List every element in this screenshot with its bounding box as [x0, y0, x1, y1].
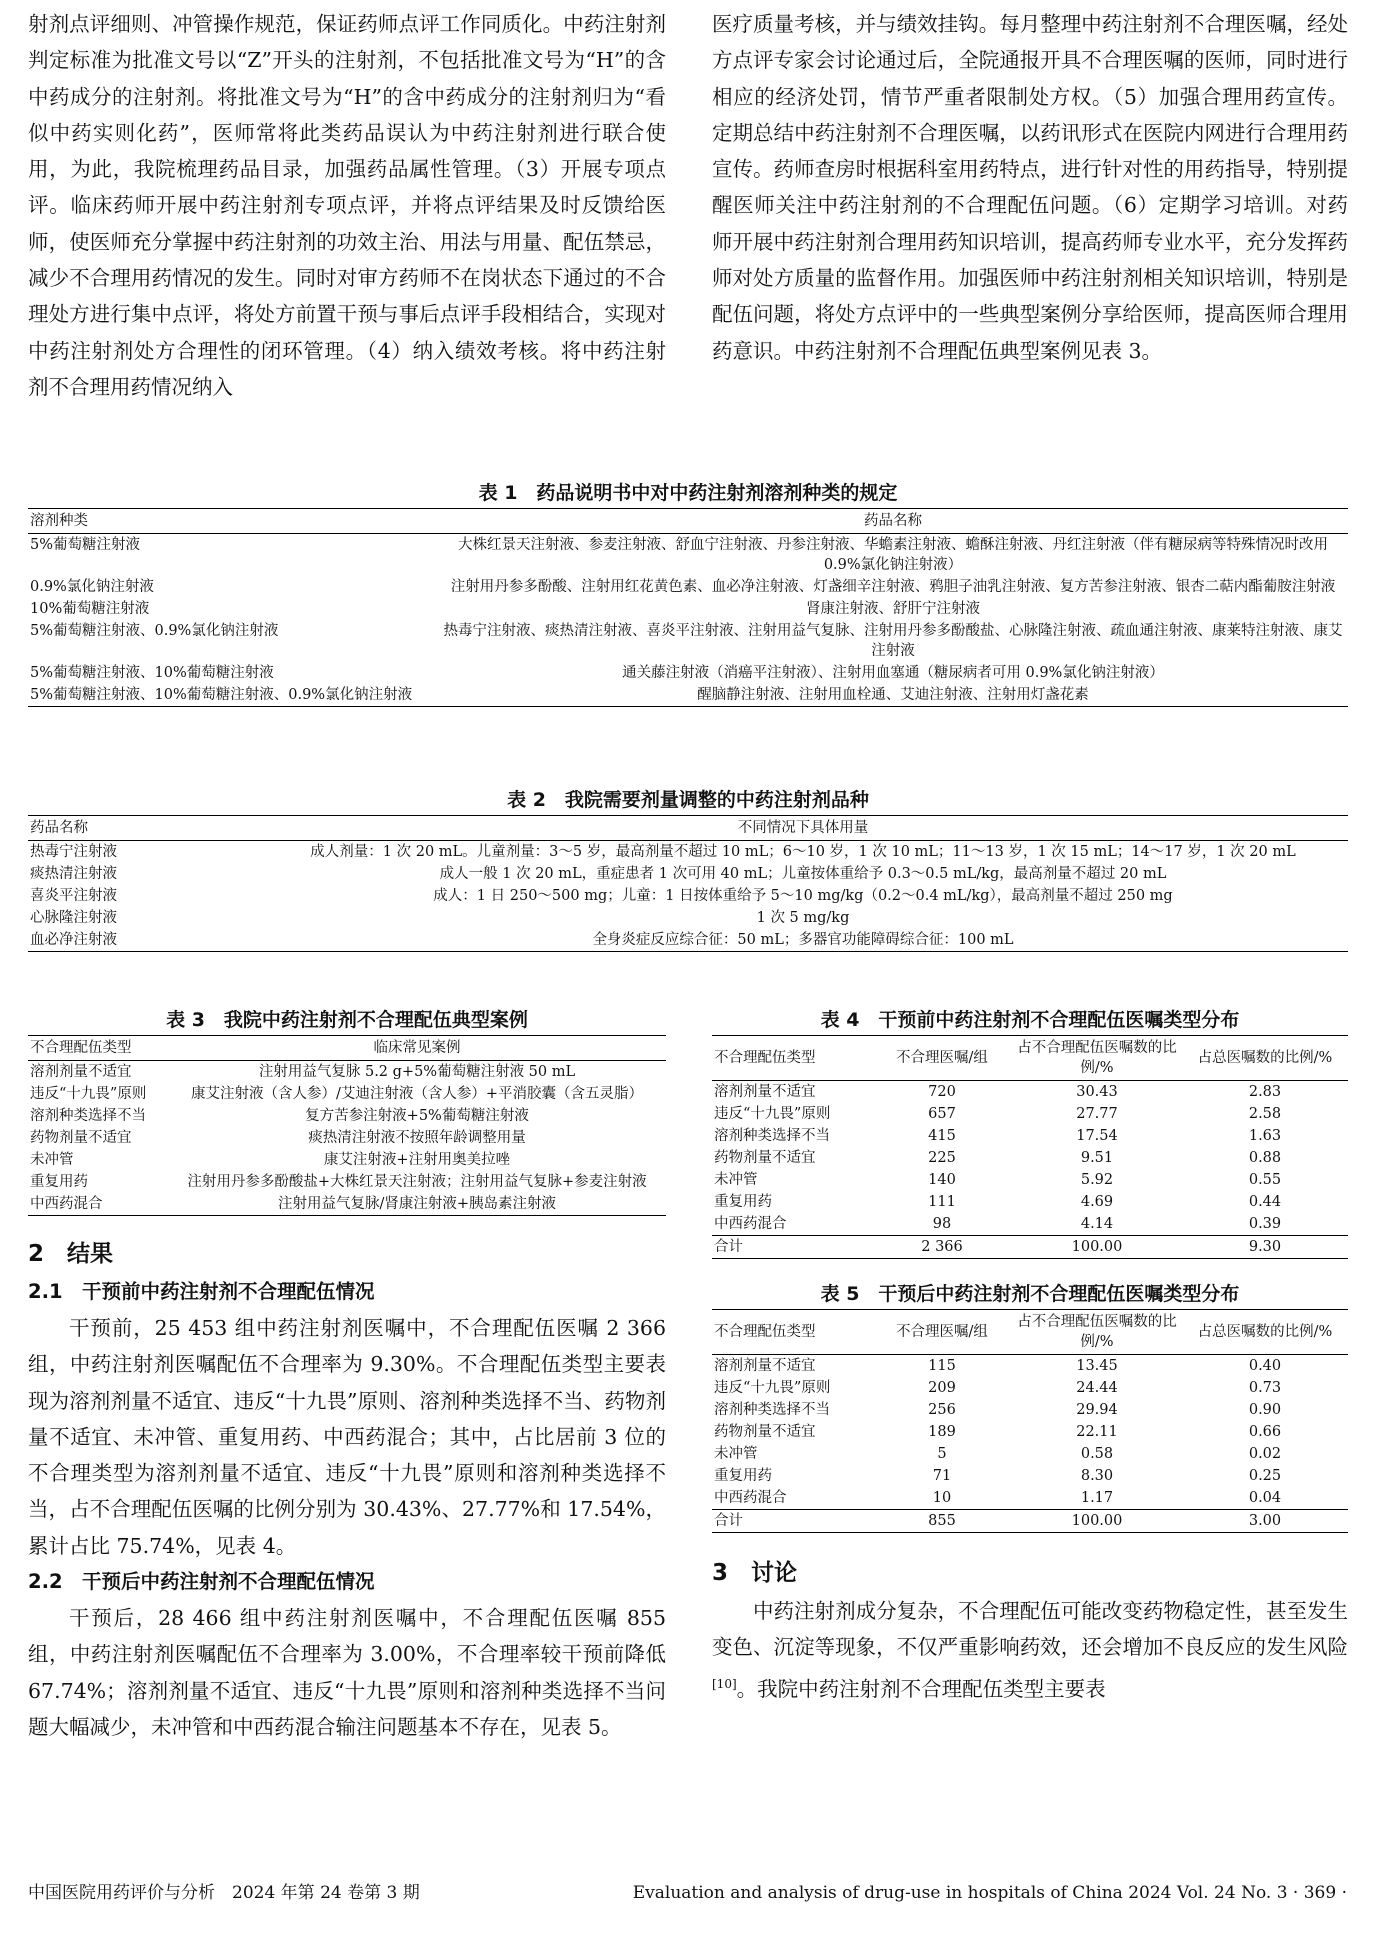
table-row: [712, 1103, 1348, 1125]
table-cell: 2 366: [872, 1236, 1012, 1259]
table-cell: 3.00: [1182, 1510, 1348, 1533]
table-cell: 5%葡萄糖注射液: [30, 537, 141, 553]
table-cell: 5: [937, 1446, 947, 1462]
table-cell: 0.58: [1080, 1446, 1114, 1462]
lower-right-column: [712, 1005, 1348, 1707]
table-row: [712, 1125, 1348, 1147]
table-cell: 血必净注射液: [30, 932, 117, 948]
table-cell: 中西药混合: [30, 1196, 103, 1212]
table-cell: 5%葡萄糖注射液、0.9%氯化钠注射液: [30, 623, 279, 639]
table-cell: 溶剂剂量不适宜: [714, 1358, 816, 1374]
table-cell: 心脉隆注射液: [30, 910, 117, 926]
table2: [28, 815, 1348, 952]
table5-header: 不合理配伍类型: [712, 1310, 872, 1355]
table-row: [28, 684, 1348, 707]
table-cell: 注射用益气复脉/肾康注射液+胰岛素注射液: [277, 1196, 557, 1212]
table-cell: 256: [928, 1402, 956, 1418]
table-cell: 415: [928, 1128, 956, 1144]
table2-header: 不同情况下具体用量: [258, 816, 1348, 841]
table-row: [28, 1061, 666, 1084]
table-cell: 225: [928, 1150, 956, 1166]
table-row: [28, 1083, 666, 1105]
table-cell: 康艾注射液（含人参）/艾迪注射液（含人参）+平消胶囊（含五灵脂）: [190, 1086, 644, 1102]
table-cell: 喜炎平注射液: [30, 888, 117, 904]
table-cell: 违反“十九畏”原则: [714, 1380, 831, 1396]
table-row: [28, 885, 1348, 907]
table-cell: 0.9%氯化钠注射液: [30, 579, 154, 595]
table-cell: 0.40: [1248, 1358, 1282, 1374]
table-row: [28, 576, 1348, 598]
table-row: [28, 662, 1348, 684]
table5-header: 不合理医嘱/组: [872, 1310, 1012, 1355]
table1-header: 药品名称: [438, 509, 1348, 534]
table-cell: 溶剂种类选择不当: [714, 1128, 830, 1144]
table-cell: 成人剂量：1 次 20 mL。儿童剂量：3～5 岁，最高剂量不超过 10 mL；6～10 岁，1 次 10 mL；11～13 岁，1 次 15 mL；14～17 岁，1 次 20 mL: [310, 844, 1296, 860]
table-cell: 1.17: [1080, 1490, 1114, 1506]
table-cell: 中西药混合: [714, 1490, 787, 1506]
table-cell: 注射用丹参多酚酸盐+大株红景天注射液；注射用益气复脉+参麦注射液: [187, 1174, 647, 1190]
table-row: [712, 1169, 1348, 1191]
table-row: [28, 598, 1348, 620]
table-cell: 855: [872, 1510, 1012, 1533]
table-row: [28, 1171, 666, 1193]
table-cell: 209: [928, 1380, 956, 1396]
section2-2-heading: 2.2 干预后中药注射剂不合理配伍情况: [28, 1570, 375, 1594]
table-row: [712, 1487, 1348, 1510]
section3-heading: 3 讨论: [712, 1560, 798, 1586]
table-cell: 10%葡萄糖注射液: [30, 601, 150, 617]
table-cell: 5%葡萄糖注射液、10%葡萄糖注射液、0.9%氯化钠注射液: [30, 687, 413, 703]
table-cell: 22.11: [1076, 1424, 1118, 1440]
table3-header: 不合理配伍类型: [28, 1036, 168, 1061]
table-row: [28, 1105, 666, 1127]
table-cell: 重复用药: [714, 1468, 772, 1484]
table-cell: 0.39: [1248, 1216, 1282, 1232]
table-cell: 189: [928, 1424, 956, 1440]
table-cell: 醒脑静注射液、注射用血栓通、艾迪注射液、注射用灯盏花素: [697, 687, 1089, 703]
table-cell: 重复用药: [714, 1194, 772, 1210]
table4-header: 占总医嘱数的比例/%: [1182, 1036, 1348, 1081]
table-cell: 140: [928, 1172, 956, 1188]
table-row: [28, 907, 1348, 929]
table-cell: 2.83: [1248, 1084, 1282, 1100]
table-cell: 720: [928, 1084, 956, 1100]
table-cell: 药物剂量不适宜: [30, 1130, 132, 1146]
section2-heading: 2 结果: [28, 1241, 114, 1267]
section2-1-text: 干预前，25 453 组中药注射剂医嘱中，不合理配伍医嘱 2 366 组，中药注射剂医嘱配伍不合理率为 9.30%。不合理配伍类型主要表现为溶剂剂量不适宜、违反“十九畏”原则、溶剂种类选择不当、药物剂量不适宜、未冲管、重复用药、中西药混合；其中，占比居前 3 位的不合理类型为溶剂剂量不适宜、违反“十九畏”原则和溶剂种类选择不当，占不合理配伍医嘱的比例分别为 30.43%、27.77%和 17.54%，累计占比 75.74%，见表 4。: [28, 1316, 666, 1558]
footer-left: 中国医院用药评价与分析 2024 年第 24 卷第 3 期: [28, 1883, 420, 1903]
table-cell: 0.04: [1248, 1490, 1282, 1506]
table-cell: 违反“十九畏”原则: [714, 1106, 831, 1122]
table-cell: 溶剂种类选择不当: [30, 1108, 146, 1124]
table4: [712, 1035, 1348, 1259]
table-row: [712, 1377, 1348, 1399]
table-cell: 657: [928, 1106, 956, 1122]
table-row: [28, 863, 1348, 885]
table-cell: 全身炎症反应综合征：50 mL；多器官功能障碍综合征：100 mL: [592, 932, 1014, 948]
table4-header: 不合理配伍类型: [712, 1036, 872, 1081]
table4-header: 不合理医嘱/组: [872, 1036, 1012, 1081]
section3-text-main: 中药注射剂成分复杂，不合理配伍可能改变药物稳定性，甚至发生变色、沉淀等现象，不仅严重影响药效，还会增加不良反应的发生风险: [712, 1599, 1348, 1660]
section2-2-text: 干预后，28 466 组中药注射剂医嘱中，不合理配伍医嘱 855 组，中药注射剂医嘱配伍不合理率为 3.00%，不合理率较干预前降低 67.74%；溶剂剂量不适宜、违反“十九畏”原则和溶剂种类选择不当问题大幅减少，未冲管和中西药混合输注问题基本不存在，见表 5。: [28, 1606, 666, 1739]
table-row: [712, 1421, 1348, 1443]
table-cell: 1 次 5 mg/kg: [756, 910, 850, 926]
reference-mark: [10]: [712, 1676, 737, 1691]
table5: [712, 1309, 1348, 1533]
table5-header: 占总医嘱数的比例/%: [1182, 1310, 1348, 1355]
table-cell: 5%葡萄糖注射液、10%葡萄糖注射液: [30, 665, 274, 681]
table-cell: 溶剂剂量不适宜: [714, 1084, 816, 1100]
table-row: [28, 534, 1348, 577]
table1: [28, 508, 1348, 707]
section3-text: [712, 1593, 1348, 1707]
table2-block: [28, 785, 1348, 952]
table-cell: 24.44: [1076, 1380, 1118, 1396]
table-cell: 0.02: [1248, 1446, 1282, 1462]
top-right-column: [712, 6, 1348, 369]
table-cell: 71: [932, 1468, 952, 1484]
table2-title: 表 2 我院需要剂量调整的中药注射剂品种: [507, 789, 869, 811]
footer-right: Evaluation and analysis of drug-use in hospitals of China 2024 Vol. 24 No. 3 · 369 ·: [632, 1883, 1347, 1903]
table-cell: 违反“十九畏”原则: [30, 1086, 147, 1102]
table-cell: 大株红景天注射液、参麦注射液、舒血宁注射液、丹参注射液、华蟾素注射液、蟾酥注射液、丹红注射液（伴有糖尿病等特殊情况时改用 0.9%氯化钠注射液）: [458, 537, 1328, 573]
table-cell: 未冲管: [30, 1152, 74, 1168]
table-cell: 111: [928, 1194, 956, 1210]
table-cell: 1.63: [1248, 1128, 1282, 1144]
table-cell: 成人：1 日 250～500 mg；儿童：1 日按体重给予 5～10 mg/kg（0.2～0.4 mL/kg），最高剂量不超过 250 mg: [433, 888, 1173, 904]
table-cell: 热毒宁注射液、痰热清注射液、喜炎平注射液、注射用益气复脉、注射用丹参多酚酸盐、心脉隆注射液、疏血通注射液、康莱特注射液、康艾注射液: [443, 623, 1343, 659]
table1-title: 表 1 药品说明书中对中药注射剂溶剂种类的规定: [478, 482, 898, 504]
table-row: [28, 929, 1348, 952]
table-row: [712, 1213, 1348, 1236]
table-cell: 0.25: [1248, 1468, 1282, 1484]
table-row: [712, 1355, 1348, 1378]
table-cell: 重复用药: [30, 1174, 88, 1190]
table-row: [712, 1081, 1348, 1104]
table-cell: 10: [932, 1490, 952, 1506]
table-cell: 0.88: [1248, 1150, 1282, 1166]
table-cell: 27.77: [1076, 1106, 1118, 1122]
table-cell: 9.51: [1080, 1150, 1114, 1166]
table2-header: 药品名称: [28, 816, 258, 841]
table-cell: 8.30: [1080, 1468, 1114, 1484]
table-cell: 0.90: [1248, 1402, 1282, 1418]
table-cell: 17.54: [1076, 1128, 1118, 1144]
body-paragraph: 射剂点评细则、冲管操作规范，保证药师点评工作同质化。中药注射剂判定标准为批准文号以“Z”开头的注射剂，不包括批准文号为“H”的含中药成分的注射剂。将批准文号为“H”的含中药成分的注射剂归为“看似中药实则化药”，医师常将此类药品误认为中药注射剂进行联合使用，为此，我院梳理药品目录，加强药品属性管理。（3）开展专项点评。临床药师开展中药注射剂专项点评，并将点评结果及时反馈给医师，使医师充分掌握中药注射剂的功效主治、用法与用量、配伍禁忌，减少不合理用药情况的发生。同时对审方药师不在岗状态下通过的不合理处方进行集中点评，将处方前置干预与事后点评手段相结合，实现对中药注射剂处方合理性的闭环管理。（4）纳入绩效考核。将中药注射剂不合理用药情况纳入: [28, 12, 666, 399]
table-cell: 9.30: [1182, 1236, 1348, 1259]
table-row: [712, 1465, 1348, 1487]
table-cell: 未冲管: [714, 1172, 758, 1188]
table3: [28, 1035, 666, 1216]
table-cell: 成人一般 1 次 20 mL，重症患者 1 次可用 40 mL；儿童按体重给予 0.3～0.5 mL/kg，最高剂量不超过 20 mL: [439, 866, 1167, 882]
table3-header: 临床常见案例: [168, 1036, 666, 1061]
section2-1-heading: 2.1 干预前中药注射剂不合理配伍情况: [28, 1280, 375, 1303]
table-row: [712, 1147, 1348, 1169]
table5-title: 表 5 干预后中药注射剂不合理配伍医嘱类型分布: [820, 1283, 1240, 1305]
table-cell: 合计: [712, 1510, 872, 1533]
table-row: [28, 620, 1348, 662]
table-cell: 康艾注射液+注射用奥美拉唑: [323, 1152, 511, 1168]
table-row: [28, 1127, 666, 1149]
table-cell: 4.69: [1080, 1194, 1114, 1210]
table-cell: 药物剂量不适宜: [714, 1150, 816, 1166]
table-cell: 30.43: [1076, 1084, 1118, 1100]
table-cell: 2.58: [1248, 1106, 1282, 1122]
table-row: [712, 1191, 1348, 1213]
body-paragraph: 医疗质量考核，并与绩效挂钩。每月整理中药注射剂不合理医嘱，经处方点评专家会讨论通过后，全院通报开具不合理医嘱的医师，同时进行相应的经济处罚，情节严重者限制处方权。（5）加强合理用药宣传。定期总结中药注射剂不合理医嘱，以药讯形式在医院内网进行合理用药宣传。药师查房时根据科室用药特点，进行针对性的用药指导，特别提醒医师关注中药注射剂的不合理配伍问题。（6）定期学习培训。对药师开展中药注射剂合理用药知识培训，提高药师专业水平，充分发挥药师对处方质量的监督作用。加强医师中药注射剂相关知识培训，特别是配伍问题，将处方点评中的一些典型案例分享给医师，提高医师合理用药意识。中药注射剂不合理配伍典型案例见表 3。: [712, 12, 1348, 363]
table-cell: 通关藤注射液（消癌平注射液）、注射用血塞通（糖尿病者可用 0.9%氯化钠注射液）: [622, 665, 1164, 681]
section3-text-tail: 。我院中药注射剂不合理配伍类型主要表: [736, 1676, 1106, 1701]
table4-title: 表 4 干预前中药注射剂不合理配伍医嘱类型分布: [820, 1009, 1240, 1031]
table-cell: 5.92: [1080, 1172, 1114, 1188]
table3-title: 表 3 我院中药注射剂不合理配伍典型案例: [166, 1009, 528, 1031]
table-cell: 0.66: [1248, 1424, 1282, 1440]
lower-left-column: [28, 1005, 666, 1745]
table-row: [712, 1443, 1348, 1465]
table-cell: 中西药混合: [714, 1216, 787, 1232]
table-total-row: [712, 1236, 1348, 1259]
table-cell: 98: [932, 1216, 952, 1232]
table5-header: 占不合理配伍医嘱数的比例/%: [1012, 1310, 1182, 1355]
table-cell: 0.73: [1248, 1380, 1282, 1396]
table-cell: 热毒宁注射液: [30, 844, 117, 860]
table-cell: 注射用益气复脉 5.2 g+5%葡萄糖注射液 50 mL: [258, 1064, 576, 1080]
table1-header: 溶剂种类: [28, 509, 438, 534]
table-cell: 29.94: [1076, 1402, 1118, 1418]
table-row: [28, 1193, 666, 1216]
table-cell: 0.44: [1248, 1194, 1282, 1210]
table-row: [28, 841, 1348, 864]
table-cell: 痰热清注射液不按照年龄调整用量: [308, 1130, 526, 1146]
table-cell: 未冲管: [714, 1446, 758, 1462]
table-cell: 复方苦参注射液+5%葡萄糖注射液: [305, 1108, 529, 1124]
table-cell: 100.00: [1012, 1236, 1182, 1259]
table-cell: 药物剂量不适宜: [714, 1424, 816, 1440]
top-left-column: [28, 6, 666, 405]
table-total-row: [712, 1510, 1348, 1533]
table-cell: 痰热清注射液: [30, 866, 117, 882]
table-row: [28, 1149, 666, 1171]
table-cell: 肾康注射液、舒肝宁注射液: [806, 601, 980, 617]
table-cell: 13.45: [1076, 1358, 1118, 1374]
table4-header: 占不合理配伍医嘱数的比例/%: [1012, 1036, 1182, 1081]
table-cell: 溶剂剂量不适宜: [30, 1064, 132, 1080]
table-cell: 注射用丹参多酚酸、注射用红花黄色素、血必净注射液、灯盏细辛注射液、鸦胆子油乳注射液、复方苦参注射液、银杏二萜内酯葡胺注射液: [450, 579, 1336, 595]
table-cell: 115: [928, 1358, 956, 1374]
table-cell: 4.14: [1080, 1216, 1114, 1232]
table-cell: 0.55: [1248, 1172, 1282, 1188]
table-cell: 合计: [712, 1236, 872, 1259]
table-cell: 100.00: [1012, 1510, 1182, 1533]
table-row: [712, 1399, 1348, 1421]
table1-block: [28, 478, 1348, 707]
table-cell: 溶剂种类选择不当: [714, 1402, 830, 1418]
